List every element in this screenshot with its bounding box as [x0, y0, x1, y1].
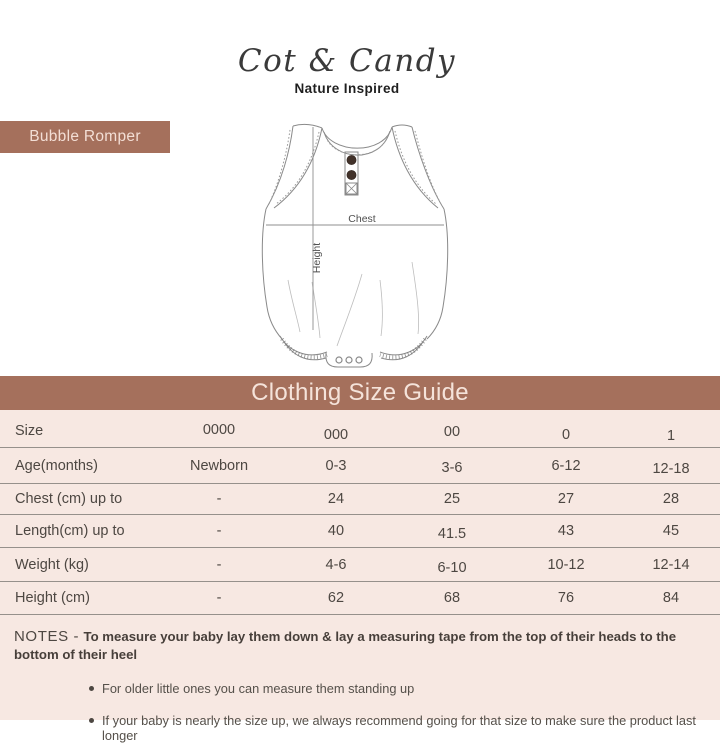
table-row-height	[0, 582, 720, 615]
table-cell: 0	[561, 426, 571, 443]
size-guide-panel	[0, 376, 720, 743]
note-bullet	[14, 713, 710, 743]
notes-intro: To measure your baby lay them down & lay a measuring tape from the top of their heads to the bottom of their heel	[14, 629, 677, 662]
row-label: Length(cm) up to	[15, 523, 125, 539]
table-cell: 27	[557, 491, 575, 507]
table-cell: 24	[327, 491, 345, 507]
table-cell: 76	[557, 590, 575, 606]
chest-measure-label: Chest	[348, 213, 376, 225]
row-label: Weight (kg)	[15, 556, 89, 573]
note-bullet	[14, 681, 710, 696]
brand-tagline: Nature Inspired	[294, 81, 400, 97]
table-row-chest	[0, 484, 720, 515]
table-cell: 3-6	[441, 459, 463, 476]
notes-section	[0, 615, 720, 743]
table-cell: 000	[323, 426, 349, 443]
table-cell: 12-14	[652, 556, 690, 573]
table-row-age	[0, 448, 720, 484]
row-label: Age(months)	[15, 457, 99, 474]
row-label: Size	[15, 422, 44, 439]
table-cell: 41.5	[437, 526, 467, 542]
table-cell: 6-12	[551, 457, 581, 474]
height-measure-label: Height	[311, 242, 323, 274]
table-cell: 0000	[202, 421, 236, 438]
table-cell: 28	[662, 491, 680, 507]
romper-technical-drawing	[240, 112, 480, 376]
row-label: Chest (cm) up to	[15, 491, 123, 507]
notes-heading-line	[14, 628, 710, 664]
table-cell: 12-18	[652, 460, 690, 477]
table-cell: -	[216, 556, 222, 573]
table-cell: 68	[443, 590, 461, 606]
table-cell: -	[216, 523, 222, 539]
notes-bullet-list	[14, 681, 710, 743]
size-table	[0, 410, 720, 615]
bullet-dot-icon	[89, 686, 94, 691]
table-cell: 1	[666, 427, 676, 444]
size-guide-title: Clothing Size Guide	[0, 376, 720, 410]
table-cell: 6-10	[437, 559, 467, 576]
table-cell: 00	[443, 423, 461, 440]
table-cell: 45	[662, 523, 680, 539]
brand-logo	[160, 44, 534, 96]
table-cell: 0-3	[325, 457, 347, 474]
brand-name: Cot & Candy	[237, 43, 457, 79]
product-badge: Bubble Romper	[0, 121, 170, 153]
table-cell: Newborn	[189, 457, 249, 474]
table-cell: 4-6	[325, 556, 347, 573]
notes-heading: NOTES -	[14, 628, 80, 645]
table-cell: 43	[557, 523, 575, 539]
table-cell: 10-12	[547, 556, 585, 573]
table-row-size	[0, 410, 720, 448]
bullet-text: If your baby is nearly the size up, we always recommend going for that size to make sure the product last longer	[102, 713, 696, 743]
table-row-length	[0, 515, 720, 548]
row-label: Height (cm)	[15, 590, 90, 606]
table-cell: 84	[662, 590, 680, 606]
table-cell: 25	[443, 491, 461, 507]
table-row-weight	[0, 548, 720, 582]
bullet-text: For older little ones you can measure them standing up	[102, 681, 415, 696]
table-cell: -	[216, 491, 222, 507]
table-cell: 40	[327, 523, 345, 539]
bullet-dot-icon	[89, 718, 94, 723]
table-cell: -	[216, 590, 222, 606]
table-cell: 62	[327, 590, 345, 606]
